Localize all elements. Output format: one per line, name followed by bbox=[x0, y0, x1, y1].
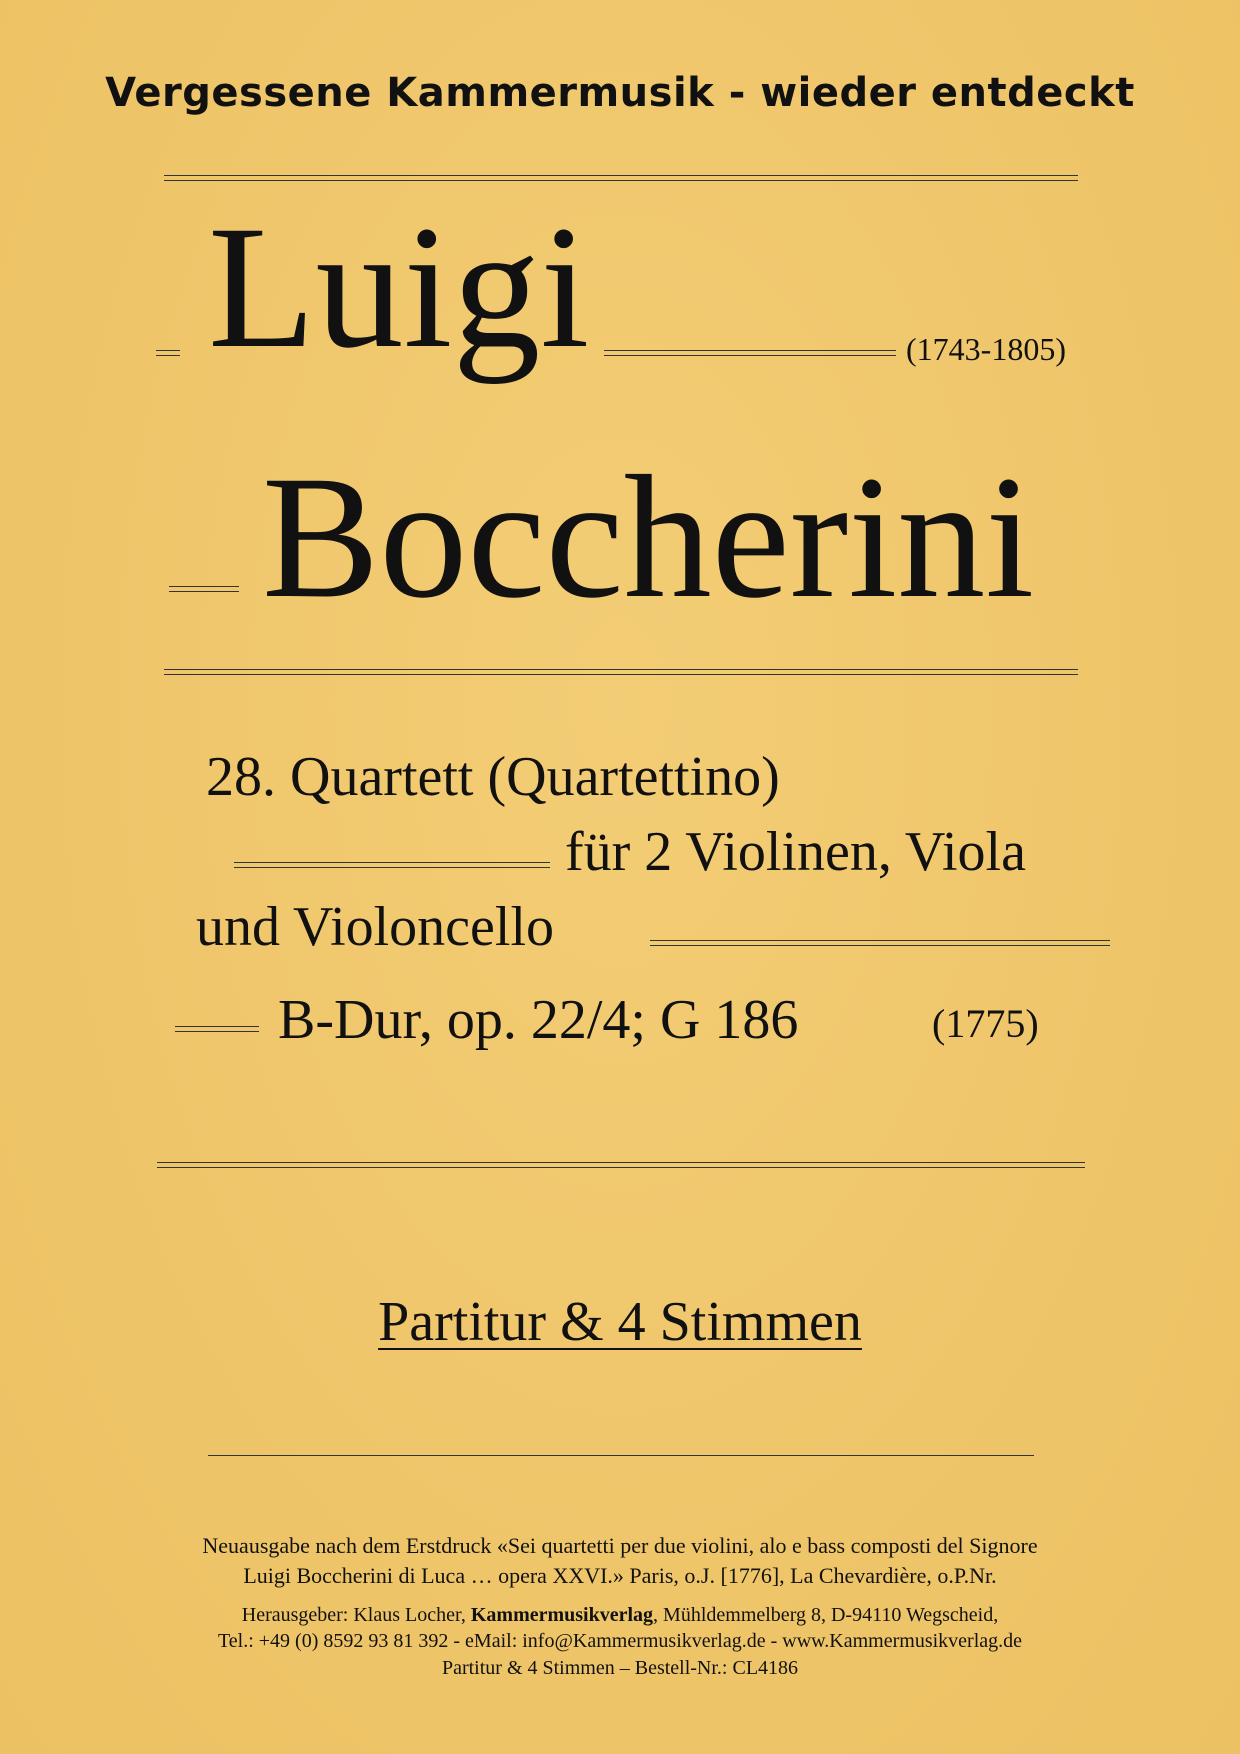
composer-dates: (1743-1805) bbox=[906, 331, 1066, 367]
divider-title-line3 bbox=[650, 940, 1110, 946]
publisher-name: Kammermusikverlag bbox=[470, 1604, 654, 1626]
divider-footer bbox=[208, 1455, 1034, 1456]
source-line1: Neuausgabe nach dem Erstdruck «Sei quartetti per due violini, alo e bass composti del Signore bbox=[202, 1533, 1038, 1558]
divider-first-name-right bbox=[604, 350, 896, 356]
composer-last-name: Boccherini bbox=[262, 440, 1035, 635]
divider-top bbox=[164, 175, 1078, 181]
source-line2: Luigi Boccherini di Luca … opera XXVI.» Paris, o.J. [1776], La Chevardière, o.P.Nr. bbox=[243, 1563, 997, 1588]
contact-line: Tel.: +49 (0) 8592 93 81 392 - eMail: info@Kammermusikverlag.de - www.Kammermusikverlag.de bbox=[217, 1630, 1023, 1652]
work-title-line2: für 2 Violinen, Viola bbox=[565, 821, 1026, 883]
editor-line bbox=[0, 1604, 1240, 1627]
divider-middle bbox=[164, 669, 1078, 675]
work-year: (1775) bbox=[932, 1001, 1039, 1046]
edition-label bbox=[0, 1290, 1240, 1354]
divider-title-line2 bbox=[234, 862, 550, 868]
divider-last-name-left bbox=[169, 586, 239, 592]
composer-first-name: Luigi bbox=[208, 190, 590, 385]
work-title-line1: 28. Quartett (Quartettino) bbox=[206, 746, 780, 808]
work-key-catalog: B-Dur, op. 22/4; G 186 bbox=[278, 989, 799, 1051]
work-title-line3: und Violoncello bbox=[196, 896, 555, 958]
publisher-address: , Mühldemmelberg 8, D-94110 Wegscheid, bbox=[653, 1604, 999, 1626]
divider-key-line bbox=[175, 1026, 259, 1032]
divider-first-name-left bbox=[156, 350, 180, 356]
series-title: Vergessene Kammermusik - wieder entdeckt bbox=[105, 70, 1135, 116]
edition-label-text: Partitur & 4 Stimmen bbox=[378, 1291, 862, 1353]
order-line: Partitur & 4 Stimmen – Bestell-Nr.: CL4186 bbox=[441, 1657, 799, 1679]
editor-prefix: Herausgeber: Klaus Locher, bbox=[241, 1604, 466, 1626]
divider-lower bbox=[157, 1162, 1085, 1168]
